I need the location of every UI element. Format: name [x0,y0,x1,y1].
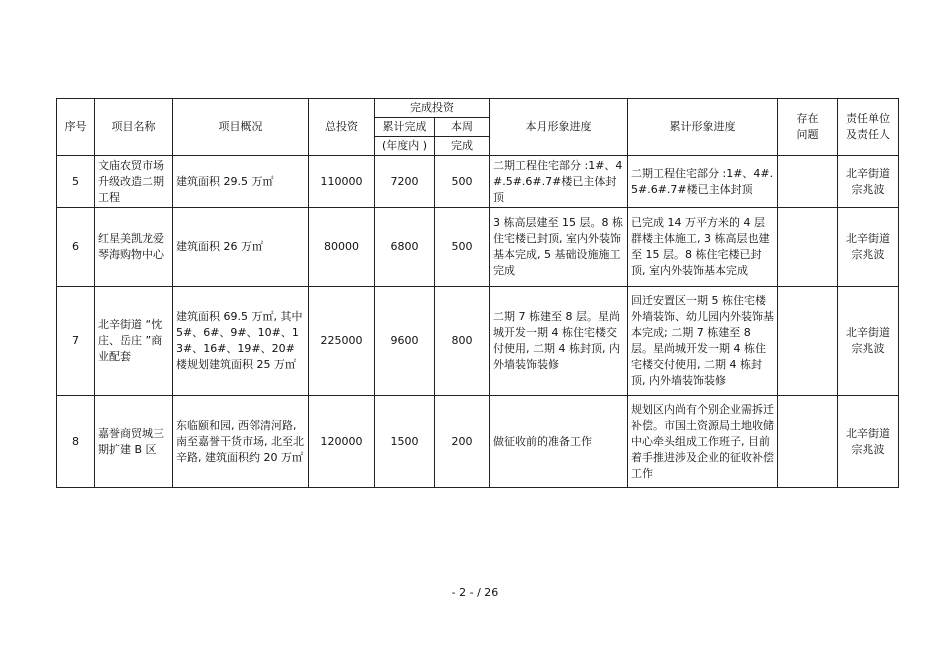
row-resp-unit: 北辛街道 [846,426,890,440]
row-name: 嘉誉商贸城三期扩建 B 区 [95,396,173,488]
row-total: 110000 [309,156,375,208]
row-cumulative: 7200 [375,156,435,208]
row-resp [838,396,899,488]
row-resp [838,156,899,208]
row-seq: 7 [57,287,95,396]
resp-header-line2: 及责任人 [846,128,890,141]
row-resp-person: 宗兆波 [851,248,885,261]
row-accum-progress: 已完成 14 万平方米的 4 层群楼主体施工, 3 栋高层也建至 15 层。8 栋住宅楼已封顶, 室内外装饰基本完成 [628,208,778,287]
table-row [57,396,899,488]
row-overview: 建筑面积 29.5 万㎡ [173,156,309,208]
row-seq: 6 [57,208,95,287]
col-header-cumulative: 累计完成 [375,118,435,137]
issue-header-line2: 问题 [796,128,819,141]
row-total: 225000 [309,287,375,396]
col-header-issue [778,99,838,156]
row-seq: 5 [57,156,95,208]
row-name: 红星美凯龙爱琴海购物中心 [95,208,173,287]
resp-header-line1: 责任单位 [846,112,890,125]
table-row [57,208,899,287]
row-resp [838,208,899,287]
col-header-week-sub: 完成 [435,137,490,156]
row-issue [778,156,838,208]
row-week: 200 [435,396,490,488]
row-resp-person: 宗兆波 [851,442,885,456]
row-resp-person: 宗兆波 [851,182,885,196]
row-resp-person: 宗兆波 [851,342,885,355]
row-issue [778,287,838,396]
row-name: 北辛街道 “忱庄、岳庄 ”商业配套 [95,287,173,396]
row-total: 120000 [309,396,375,488]
row-month-progress: 二期工程住宅部分 :1#、4#.5#.6#.7#楼已主体封顶 [490,156,628,208]
row-cumulative: 9600 [375,287,435,396]
col-header-done-group: 完成投资 [375,99,490,118]
row-accum-progress: 回迁安置区一期 5 栋住宅楼外墙装饰、幼儿园内外装饰基本完成; 二期 7 栋建至 8 层。星尚城开发一期 4 栋住宅楼交付使用, 二期 4 栋封顶, 内外墙装饰装修 [628,287,778,396]
row-resp-unit: 北辛街道 [846,326,890,339]
row-week: 500 [435,208,490,287]
col-header-seq: 序号 [57,99,95,156]
row-resp [838,287,899,396]
project-table [56,98,899,488]
row-week: 800 [435,287,490,396]
row-resp-unit: 北辛街道 [846,232,890,245]
col-header-overview: 项目概况 [173,99,309,156]
page-number: - 2 - / 26 [451,586,499,599]
row-overview: 建筑面积 26 万㎡ [173,208,309,287]
row-week: 500 [435,156,490,208]
col-header-total: 总投资 [309,99,375,156]
col-header-name: 项目名称 [95,99,173,156]
col-header-month: 本月形象进度 [490,99,628,156]
col-header-accum: 累计形象进度 [628,99,778,156]
row-accum-progress: 规划区内尚有个别企业需拆迁补偿。市国土资源局土地收储中心牵头组成工作班子, 目前着手推进涉及企业的征收补偿工作 [628,396,778,488]
row-issue [778,208,838,287]
col-header-cumulative-sub: (年度内 ) [375,137,435,156]
row-cumulative: 1500 [375,396,435,488]
row-resp-unit: 北辛街道 [846,166,890,180]
row-total: 80000 [309,208,375,287]
row-name: 文庙农贸市场升级改造二期工程 [95,156,173,208]
row-cumulative: 6800 [375,208,435,287]
row-overview: 东临颐和园, 西邻清河路, 南至嘉誉干货市场, 北至北辛路, 建筑面积约 20 万㎡ [173,396,309,488]
header-row-1 [57,99,899,118]
row-issue [778,396,838,488]
table-row [57,287,899,396]
row-accum-progress: 二期工程住宅部分 :1#、4#.5#.6#.7#楼已主体封顶 [628,156,778,208]
row-overview: 建筑面积 69.5 万㎡, 其中 5#、6#、9#、10#、13#、16#、19#、20#楼规划建筑面积 25 万㎡ [173,287,309,396]
col-header-week: 本周 [435,118,490,137]
issue-header-line1: 存在 [796,112,819,125]
col-header-resp [838,99,899,156]
row-seq: 8 [57,396,95,488]
row-month-progress: 做征收前的准备工作 [490,396,628,488]
table-row [57,156,899,208]
row-month-progress: 二期 7 栋建至 8 层。星尚城开发一期 4 栋住宅楼交付使用, 二期 4 栋封顶, 内外墙装饰装修 [490,287,628,396]
row-month-progress: 3 栋高层建至 15 层。8 栋住宅楼已封顶, 室内外装饰基本完成, 5 基础设施施工完成 [490,208,628,287]
